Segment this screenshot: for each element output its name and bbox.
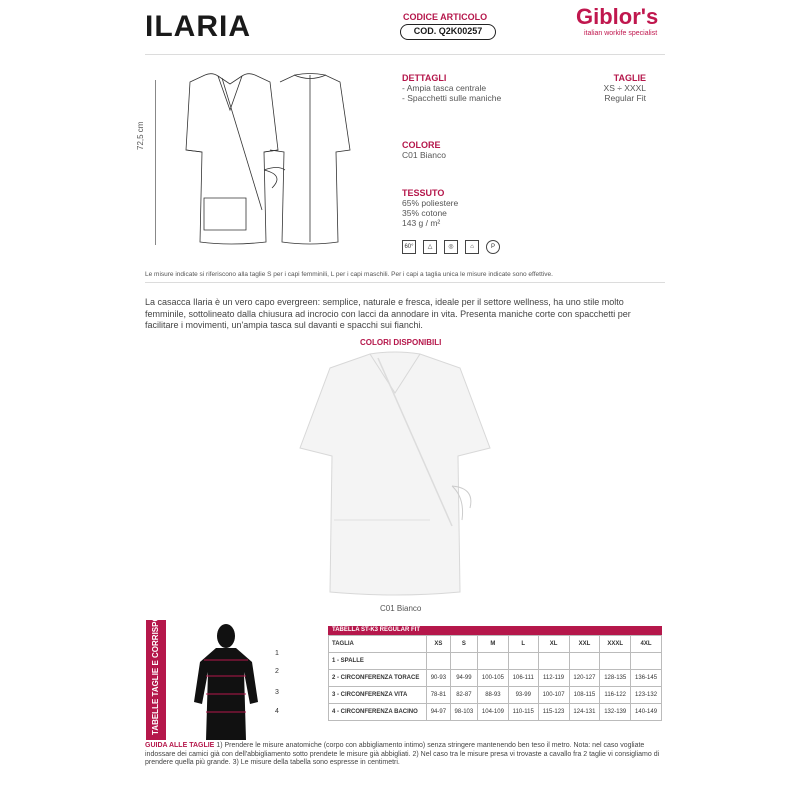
table-cell (600, 653, 631, 670)
table-cell: 100-107 (538, 687, 569, 704)
brand-tagline: italian workife specialist (584, 30, 658, 37)
details-item: - Ampia tasca centrale (402, 83, 487, 93)
table-cell: 112-119 (538, 670, 569, 687)
code-badge: COD. Q2K00257 (400, 24, 496, 40)
page-title: ILARIA (145, 10, 251, 43)
table-cell: 136-145 (631, 670, 662, 687)
sizes-title: TAGLIE (613, 73, 646, 83)
code-label: CODICE ARTICOLO (403, 12, 488, 22)
table-cell (450, 653, 477, 670)
table-cell: 115-123 (538, 704, 569, 721)
tumble-dry-icon: ◎ (444, 240, 458, 254)
size-table-caption: TABELLA ST-K3 REGULAR FIT (328, 626, 662, 635)
size-guide-text: 1) Prendere le misure anatomiche (corpo con abbigliamento intimo) senza stringere mantenendo ben teso il metro. Nota: nel caso vogliate indossare dei camici già con dell'abbigliamento sotto prendete le misure già abbigliati. 2) Nel caso tra le misure presa vi trovaste a cavallo fra 2 taglie vi consigliamo di prendere quella più grande. 3) Le misure della tabella sono espresse in centimetri. (145, 742, 660, 766)
header-cell: XS (427, 636, 451, 653)
fabric-item: 65% poliestere (402, 198, 459, 208)
table-cell: 132-139 (600, 704, 631, 721)
fabric-title: TESSUTO (402, 188, 445, 198)
details-section (402, 73, 501, 103)
row-label: 1 - SPALLE (329, 653, 427, 670)
iron-icon: ⌂ (465, 240, 479, 254)
header-cell: 4XL (631, 636, 662, 653)
divider (145, 282, 665, 283)
table-cell: 88-93 (478, 687, 509, 704)
garment-technical-sketch (160, 70, 380, 265)
sizes-fit: Regular Fit (604, 93, 646, 103)
table-cell: 100-105 (478, 670, 509, 687)
brand-logo: Giblor's (576, 4, 659, 29)
header-cell: S (450, 636, 477, 653)
no-bleach-icon: △ (423, 240, 437, 254)
header-cell: XL (538, 636, 569, 653)
silhouette-mark: 2 (275, 668, 279, 675)
table-cell: 78-81 (427, 687, 451, 704)
table-cell: 116-122 (600, 687, 631, 704)
sizes-section (560, 73, 646, 103)
table-row (329, 653, 662, 670)
product-description: La casacca Ilaria è un vero capo evergreen: semplice, naturale e fresca, ideale per il settore wellness, ha uno stile molto femminile, sottolineato dalla chiusura ad incrocio con lacci da annodare in vita. Presenta maniche corte con spacchetti per facilitare i movimenti, un'ampia tasca sul davanti e spacchi sui fianchi. (145, 297, 631, 330)
size-table (328, 635, 662, 721)
table-row (329, 687, 662, 704)
garment-photo (290, 348, 500, 600)
table-cell: 120-127 (569, 670, 600, 687)
table-cell (427, 653, 451, 670)
measurement-footnote: Le misure indicate si riferiscono alla taglie S per i capi femminili, L per i capi maschili. Per i capi a taglia unica le misure indicate sono effettive. (145, 271, 553, 278)
header-cell: XXXL (600, 636, 631, 653)
fabric-section (402, 188, 458, 228)
side-tab-label: TABELLE TAGLIE E CORRISPONDENZE (151, 582, 160, 735)
fabric-item: 35% cotone (402, 208, 447, 218)
care-icons (402, 240, 500, 254)
table-cell: 108-115 (569, 687, 600, 704)
silhouette-mark: 4 (275, 708, 279, 715)
table-cell: 110-115 (508, 704, 538, 721)
size-table-header (329, 636, 662, 653)
table-cell: 123-132 (631, 687, 662, 704)
table-cell: 82-87 (450, 687, 477, 704)
table-cell (631, 653, 662, 670)
table-cell: 140-149 (631, 704, 662, 721)
header-cell: L (508, 636, 538, 653)
table-cell: 94-97 (427, 704, 451, 721)
sizes-range: XS ÷ XXXL (603, 83, 646, 93)
header-cell: XXL (569, 636, 600, 653)
row-label: 4 - CIRCONFERENZA BACINO (329, 704, 427, 721)
table-cell: 128-135 (600, 670, 631, 687)
table-cell (508, 653, 538, 670)
body-silhouette (186, 622, 266, 740)
table-cell: 106-111 (508, 670, 538, 687)
table-cell (478, 653, 509, 670)
color-section (402, 140, 446, 160)
professional-clean-icon: P (486, 240, 500, 254)
color-value: C01 Bianco (402, 150, 446, 160)
fabric-item: 143 g / m² (402, 218, 441, 228)
details-title: DETTAGLI (402, 73, 447, 83)
row-label: 3 - CIRCONFERENZA VITA (329, 687, 427, 704)
table-cell: 124-131 (569, 704, 600, 721)
size-guide (145, 742, 665, 768)
color-caption: C01 Bianco (380, 604, 422, 613)
table-cell (538, 653, 569, 670)
silhouette-mark: 3 (275, 689, 279, 696)
table-cell: 98-103 (450, 704, 477, 721)
header-cell: M (478, 636, 509, 653)
table-cell: 94-99 (450, 670, 477, 687)
color-title: COLORE (402, 140, 441, 150)
details-item: - Spacchetti sulle maniche (402, 93, 502, 103)
size-guide-title: GUIDA ALLE TAGLIE (145, 742, 215, 749)
length-line (155, 80, 156, 245)
table-cell (569, 653, 600, 670)
header-cell: TAGLIA (329, 636, 427, 653)
wash-60-icon: 60° (402, 240, 416, 254)
table-cell: 104-109 (478, 704, 509, 721)
table-cell: 90-93 (427, 670, 451, 687)
table-row (329, 704, 662, 721)
colors-title: COLORI DISPONIBILI (360, 338, 442, 347)
table-cell: 93-99 (508, 687, 538, 704)
silhouette-mark: 1 (275, 650, 279, 657)
table-row (329, 670, 662, 687)
row-label: 2 - CIRCONFERENZA TORACE (329, 670, 427, 687)
divider (145, 54, 665, 55)
length-measure: 72,5 cm (136, 121, 145, 150)
